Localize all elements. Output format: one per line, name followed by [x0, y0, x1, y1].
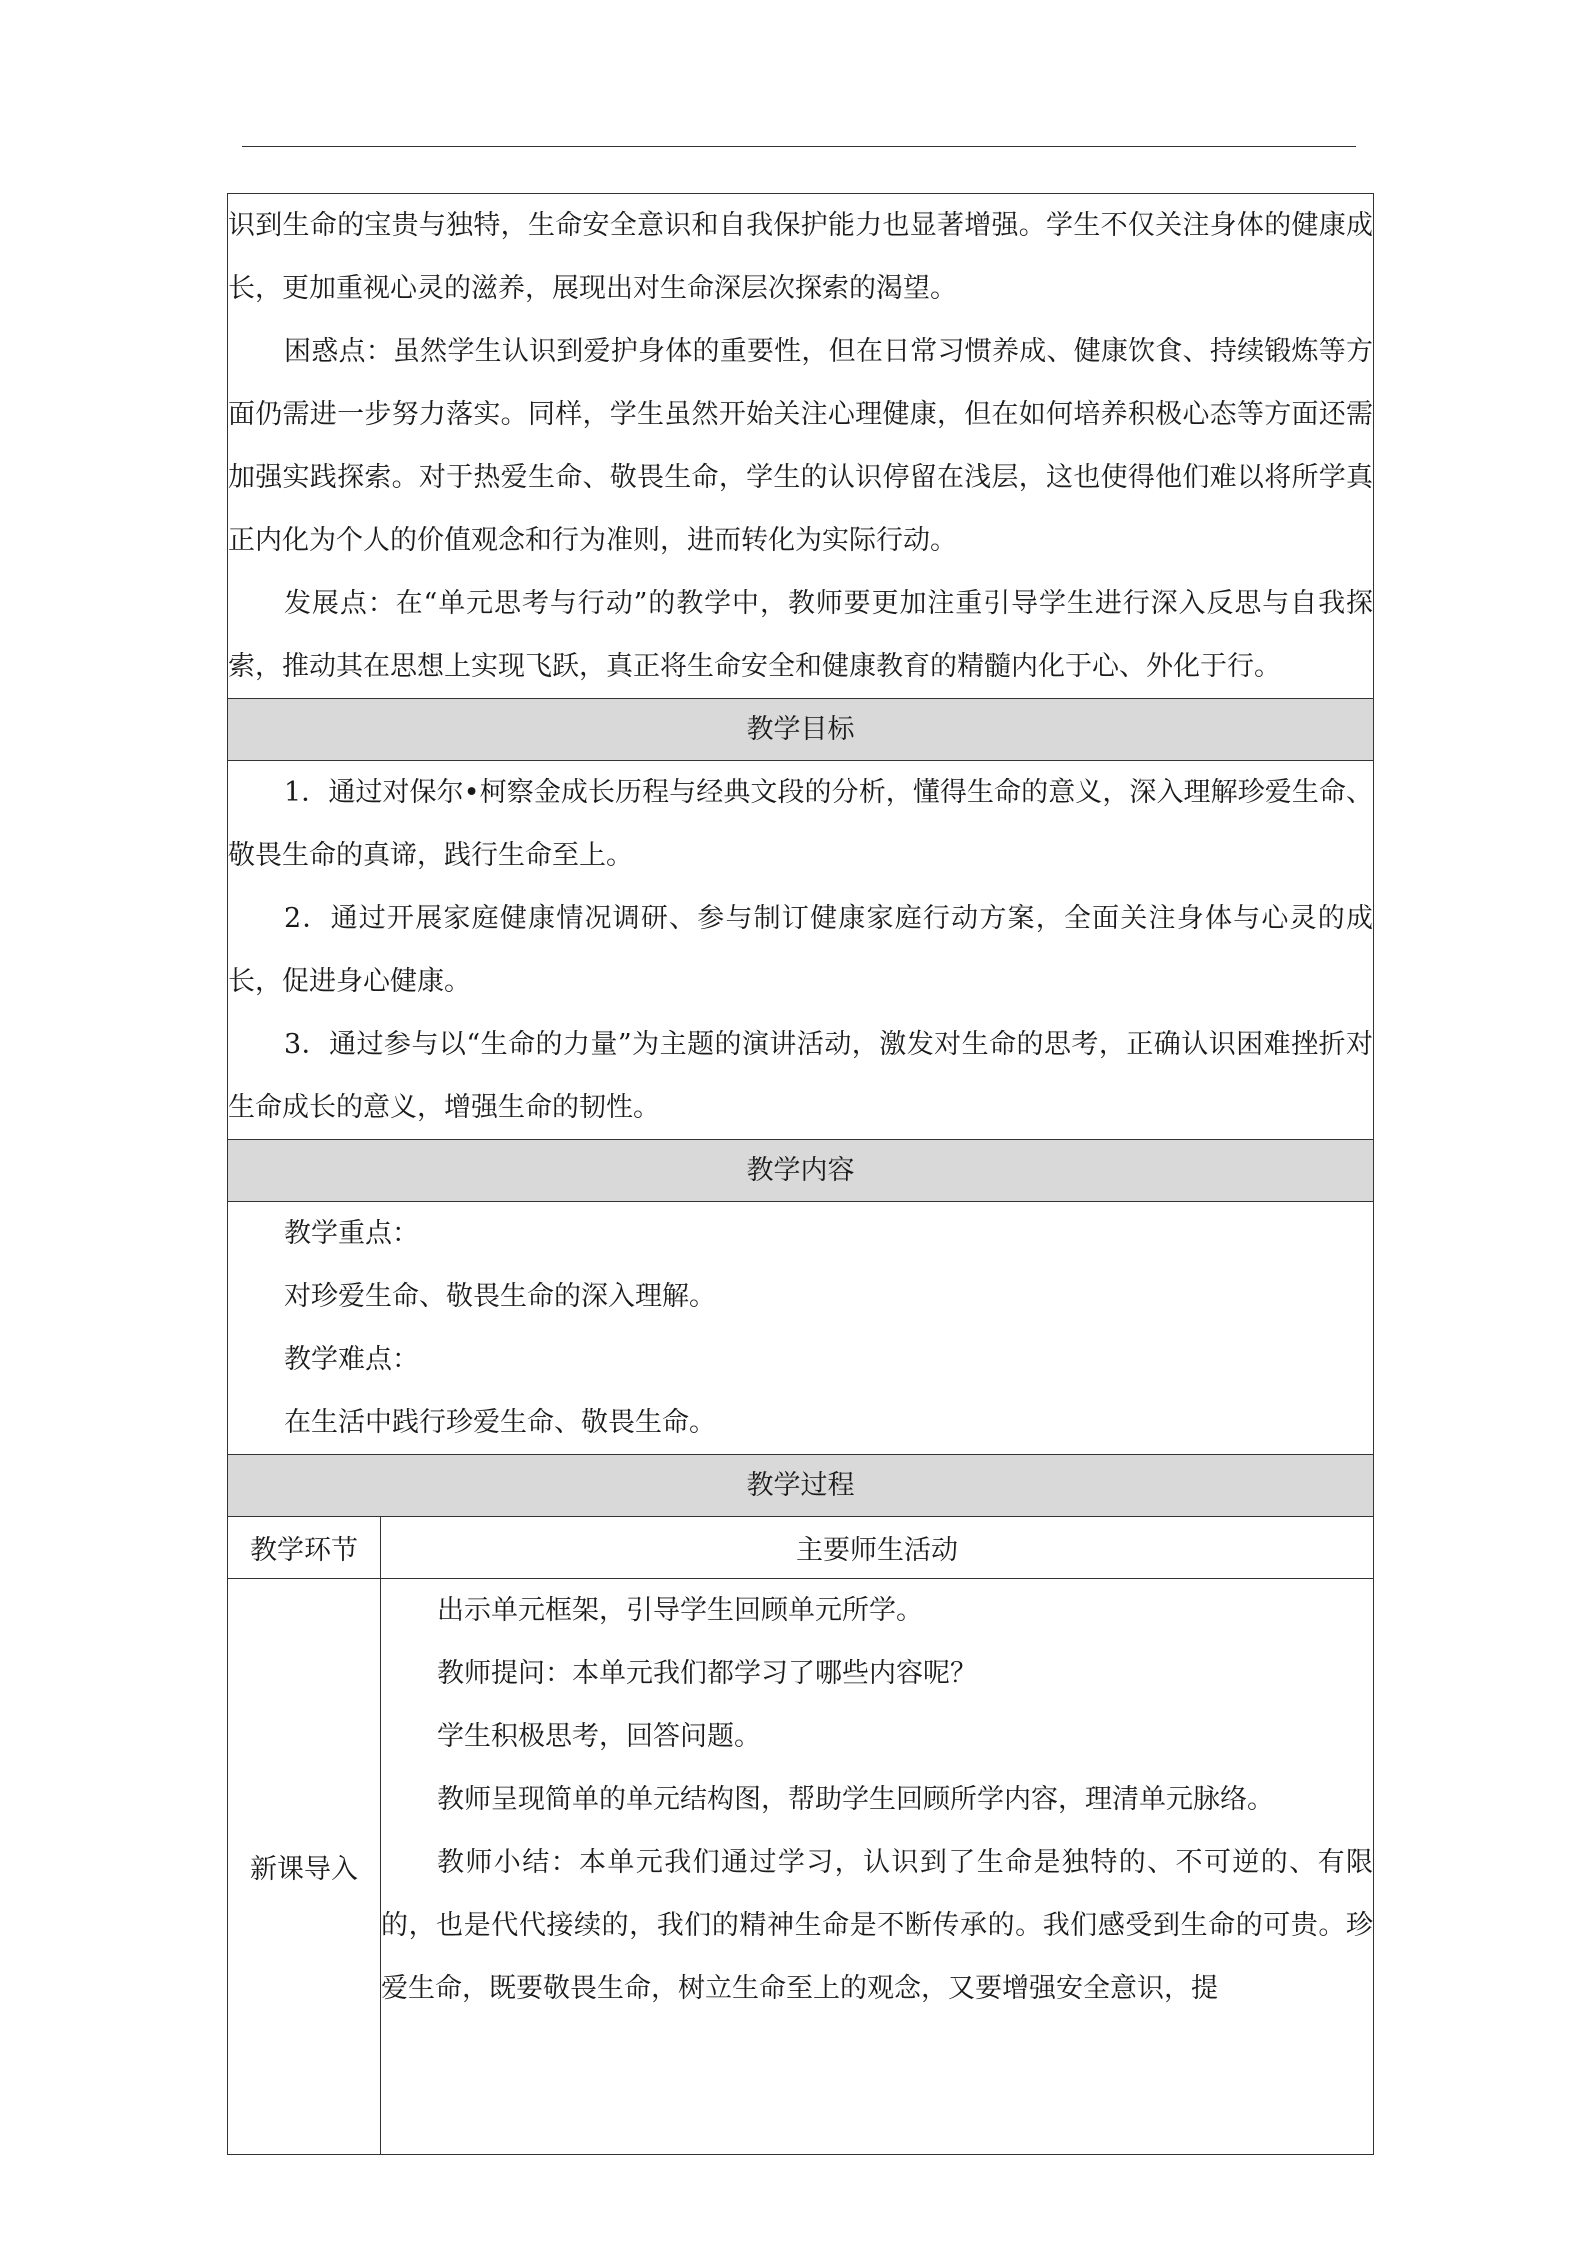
key-point-label: 教学重点： [284, 1218, 419, 1249]
activity-content [381, 1579, 1373, 2154]
objectives-row [228, 761, 1374, 1140]
content-cell [228, 1202, 1374, 1455]
difficulty-text: 在生活中践行珍爱生命、敬畏生命。 [284, 1407, 716, 1438]
objectives-heading: 教学目标 [228, 699, 1374, 761]
objectives-cell [228, 761, 1374, 1140]
process-row-intro [228, 1579, 1374, 2155]
intro-paragraph-continued: 识到生命的宝贵与独特，生命安全意识和自我保护能力也显著增强。学生不仅关注身体的健康成长，更加重视心灵的滋养，展现出对生命深层次探索的渴望。 [228, 210, 1373, 304]
objective-item-2: 2．通过开展家庭健康情况调研、参与制订健康家庭行动方案，全面关注身体与心灵的成长，促进身心健康。 [228, 903, 1373, 997]
objective-item-1: 1．通过对保尔•柯察金成长历程与经典文段的分析，懂得生命的意义，深入理解珍爱生命、敬畏生命的真谛，践行生命至上。 [228, 777, 1373, 871]
process-heading: 教学过程 [228, 1455, 1374, 1517]
process-column-headers [228, 1517, 1374, 1579]
activity-column-header: 主要师生活动 [381, 1517, 1374, 1579]
content-heading-row [228, 1140, 1374, 1202]
activity-line-2: 教师提问：本单元我们都学习了哪些内容呢？ [437, 1658, 977, 1689]
stage-new-lesson-intro: 新课导入 [228, 1579, 381, 2155]
lesson-plan-table [227, 193, 1374, 2155]
stage-column-header: 教学环节 [228, 1517, 381, 1579]
content-heading: 教学内容 [228, 1140, 1374, 1202]
key-point-text: 对珍爱生命、敬畏生命的深入理解。 [284, 1281, 716, 1312]
activity-cell [381, 1579, 1374, 2155]
objectives-heading-row [228, 699, 1374, 761]
objective-item-3: 3．通过参与以“生命的力量”为主题的演讲活动，激发对生命的思考，正确认识困难挫折对生命成长的意义，增强生命的韧性。 [228, 1029, 1373, 1123]
development-point-paragraph: 发展点：在“单元思考与行动”的教学中，教师要更加注重引导学生进行深入反思与自我探索，推动其在思想上实现飞跃，真正将生命安全和健康教育的精髓内化于心、外化于行。 [228, 588, 1373, 682]
activity-line-5: 教师小结：本单元我们通过学习，认识到了生命是独特的、不可逆的、有限的，也是代代接续的，我们的精神生命是不断传承的。我们感受到生命的可贵。珍爱生命，既要敬畏生命，树立生命至上的观念，又要增强安全意识，提 [381, 1847, 1373, 2004]
process-heading-row [228, 1455, 1374, 1517]
student-analysis-cell [228, 194, 1374, 699]
content-row [228, 1202, 1374, 1455]
header-rule [242, 146, 1356, 147]
activity-line-4: 教师呈现简单的单元结构图，帮助学生回顾所学内容，理清单元脉络。 [437, 1784, 1274, 1815]
intro-row [228, 194, 1374, 699]
difficulty-label: 教学难点： [284, 1344, 419, 1375]
activity-line-3: 学生积极思考，回答问题。 [437, 1721, 761, 1752]
activity-line-1: 出示单元框架，引导学生回顾单元所学。 [437, 1595, 923, 1626]
confusion-point-paragraph: 困惑点：虽然学生认识到爱护身体的重要性，但在日常习惯养成、健康饮食、持续锻炼等方面仍需进一步努力落实。同样，学生虽然开始关注心理健康，但在如何培养积极心态等方面还需加强实践探索。对于热爱生命、敬畏生命，学生的认识停留在浅层，这也使得他们难以将所学真正内化为个人的价值观念和行为准则，进而转化为实际行动。 [228, 336, 1373, 556]
